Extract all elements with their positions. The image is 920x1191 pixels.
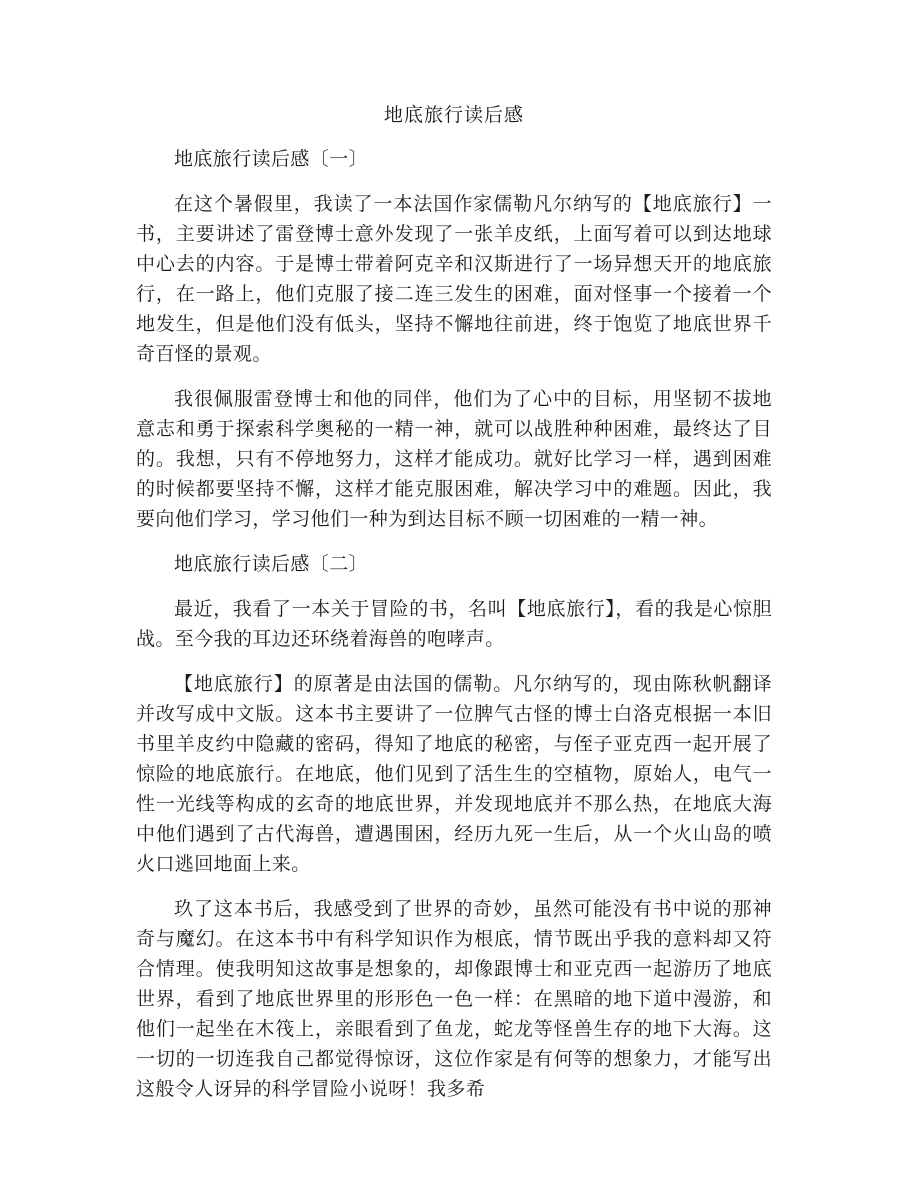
paragraph-3: 最近，我看了一本关于冒险的书，名叫【地底旅行】，看的我是心惊胆战。至今我的耳边还环绕着海兽的咆哮声。 xyxy=(136,598,772,650)
section-heading-1: 地底旅行读后感〔一〕 xyxy=(174,148,369,170)
paragraph-2: 我很佩服雷登博士和他的同伴，他们为了心中的目标，用坚韧不拔地意志和勇于探索科学奥秘的一精一神，就可以战胜种种困难，最终达了目的。我想，只有不停地努力，这样才能成功。就好比学习一样，遇到困难的时候都要坚持不懈，这样才能克服困难，解决学习中的难题。因此，我要向他们学习，学习他们一种为到达目标不顾一切困难的一精一神。 xyxy=(136,388,772,530)
paragraph-4: 【地底旅行】的原著是由法国的儒勒。凡尔纳写的，现由陈秋帆翻译并改写成中文版。这本书主要讲了一位脾气古怪的博士白洛克根据一本旧书里羊皮约中隐藏的密码，得知了地底的秘密，与侄子亚克西一起开展了惊险的地底旅行。在地底，他们见到了活生生的空植物，原始人，电气一性一光线等构成的玄奇的地底世界，并发现地底并不那么热，在地底大海中他们遇到了古代海兽，遭遇围困，经历九死一生后，从一个火山岛的喷火口逃回地面上来。 xyxy=(136,673,772,875)
paragraph-1: 在这个暑假里，我读了一本法国作家儒勒凡尔纳写的【地底旅行】一书，主要讲述了雷登博士意外发现了一张羊皮纸，上面写着可以到达地球中心去的内容。于是博士带着阿克辛和汉斯进行了一场异想天开的地底旅行，在一路上，他们克服了接二连三发生的困难，面对怪事一个接着一个地发生，但是他们没有低头，坚持不懈地往前进，终于饱览了地底世界千奇百怪的景观。 xyxy=(136,193,772,365)
section-heading-2: 地底旅行读后感〔二〕 xyxy=(174,553,369,575)
page-title: 地底旅行读后感 xyxy=(383,104,524,126)
document-page xyxy=(136,100,772,1119)
paragraph-5: 玖了这本书后，我感受到了世界的奇妙，虽然可能没有书中说的那神奇与魔幻。在这本书中有科学知识作为根底，情节既出乎我的意料却又符合情理。使我明知这故事是想象的，却像跟博士和亚克西一起游历了地底世界，看到了地底世界里的形形色一色一样：在黑暗的地下道中漫游，和他们一起坐在木筏上，亲眼看到了鱼龙，蛇龙等怪兽生存的地下大海。这一切的一切连我自己都觉得惊讶，这位作家是有何等的想象力，才能写出这般令人讶异的科学冒险小说呀！我多希 xyxy=(136,898,772,1100)
